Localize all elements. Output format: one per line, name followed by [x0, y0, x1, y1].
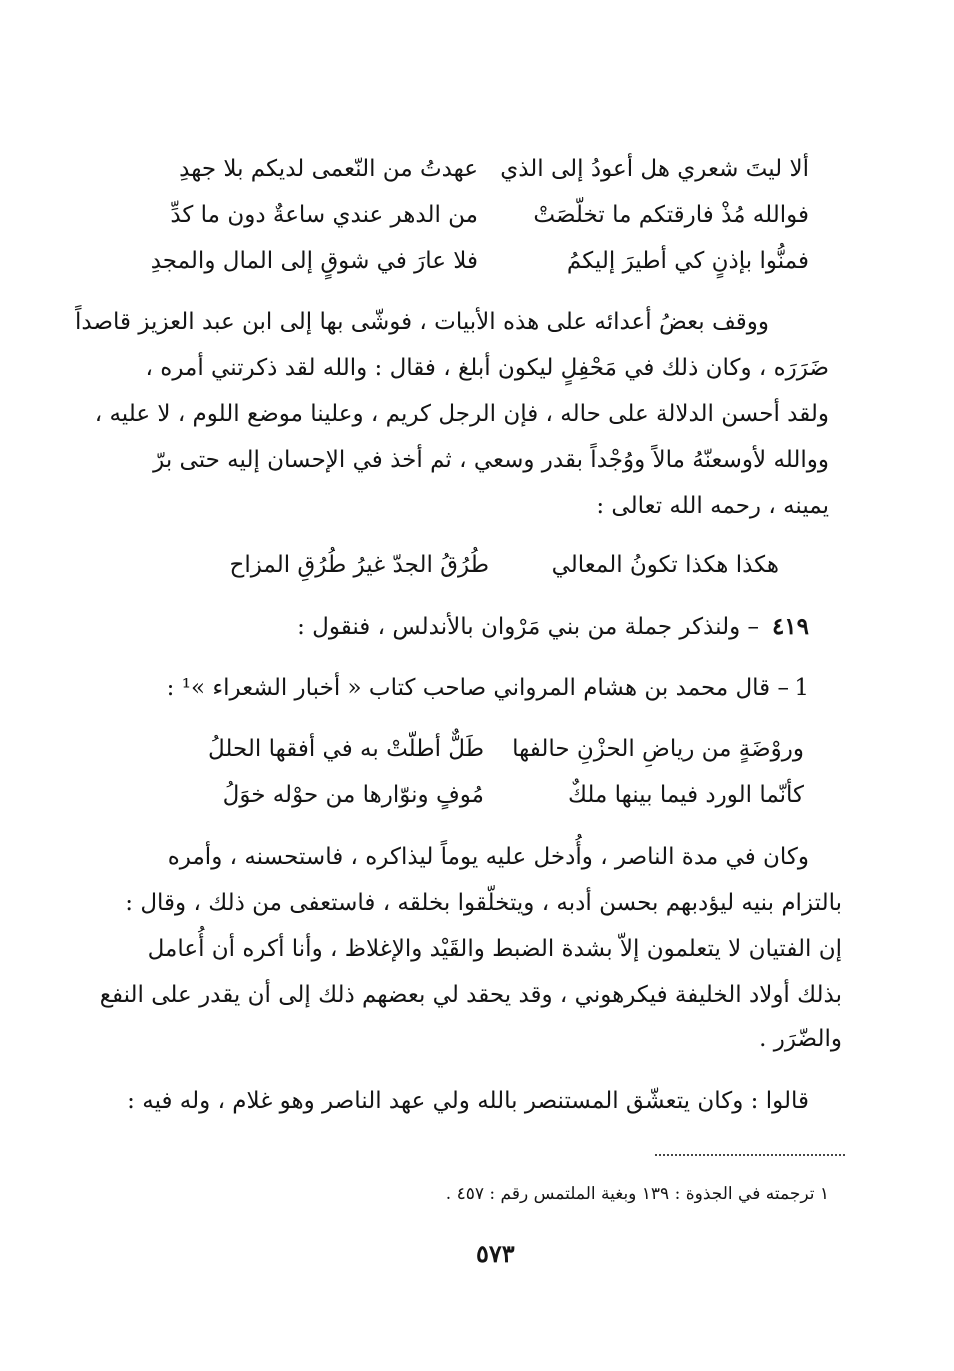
poem2-line-1-first: وروْضَةٍ من رياضِ الحزْنِ حالفها	[512, 736, 804, 762]
para1-line-1: ووقف بعضُ أعدائه على هذه الأبيات ، فوشّى بها إلى ابن عبد العزيز قاصداً	[75, 309, 769, 335]
poem2-line-1-second: طَلٌّ أطلّتْ به في أفقها الحللُ	[208, 736, 484, 762]
verse-single-first: هكذا هكذا تكونُ المعالي	[551, 552, 779, 578]
para1-line-5: يمينه ، رحمه الله تعالى :	[596, 493, 829, 519]
poem1-line-1-second: عهدتُ من النّعمى لديكم بلا جهدِ	[179, 156, 478, 182]
poem1-line-3-second: فلا عارَ في شوقٍ إلى المال والمجدِ	[150, 248, 478, 274]
para3: قالوا : وكان يتعشّق المستنصر بالله ولي عهد الناصر وهو غلام ، وله فيه :	[127, 1088, 809, 1114]
para2-line-3: إن الفتيان لا يتعلمون إلاّ بشدة الضبط والقَيْد والإغلاظ ، وأنا أكره أن أُعامل	[147, 936, 842, 962]
page-number: ٥٧٣	[476, 1239, 515, 1268]
para2-line-5: والضّرَر .	[759, 1026, 842, 1052]
section-number: ٤١٩	[771, 613, 809, 640]
para1-line-4: ووالله لأوسعنّهُ مالاً ووُجْداً بقدر وسعي ، ثم أخذ في الإحسان إليه حتى برّ	[153, 447, 829, 473]
section-text: – ولنذكر جملة من بني مَرْوان بالأندلس ، فنقول :	[297, 614, 759, 640]
verse-single-second: طُرُقُ الجدّ غيرُ طُرُقِ المزاح	[229, 552, 489, 578]
para1-line-3: ولقد أحسن الدلالة على حاله ، فإن الرجل كريم ، وعلينا موضع اللوم ، لا عليه ،	[94, 401, 829, 427]
item-text: – قال محمد بن هشام المرواني صاحب كتاب « أخبار الشعراء »¹ :	[166, 675, 789, 701]
item-number: 1	[794, 675, 809, 701]
para2-line-1: وكان في مدة الناصر ، وأُدخل عليه يوماً ليذاكره ، فاستحسنه ، وأمره	[167, 844, 809, 870]
poem1-line-1-first: ألا ليتَ شعري هل أعودُ إلى الذي	[500, 156, 809, 182]
footnote-separator	[655, 1154, 845, 1156]
poem1-line-2-second: من الدهر عندي ساعةٌ دون ما كدِّ	[170, 202, 478, 228]
para1-line-2: ضَرَرَه ، وكان ذلك في مَحْفِلٍ ليكون أبلغ ، فقال : والله لقد ذكرتني أمره ،	[145, 355, 829, 381]
poem2-line-2-first: كأنّما الورد فيما بينها ملكٌ	[568, 782, 804, 808]
footnote: ١ ترجمته في الجذوة : ١٣٩ وبغية الملتمس رقم : ٤٥٧ .	[445, 1184, 829, 1204]
poem1-line-3-first: فمنُّوا بإذنٍ كي أطيرَ إليكمُ	[566, 248, 809, 274]
para2-line-4: بذلك أولاد الخليفة فيكرهوني ، وقد يحقد لي بعضهم ذلك إلى أن يقدر على النفع	[99, 982, 842, 1008]
poem2-line-2-second: مُوفٍ ونوّارها من حوْله خوَلُ	[222, 782, 484, 808]
para2-line-2: بالتزام بنيه ليؤدبهم بحسن أدبه ، ويتخلّقوا بخلقه ، فاستعفى من ذلك ، وقال :	[125, 890, 842, 916]
poem1-line-2-first: فوالله مُذْ فارقتكم ما تخلّصَتْ	[533, 202, 809, 228]
